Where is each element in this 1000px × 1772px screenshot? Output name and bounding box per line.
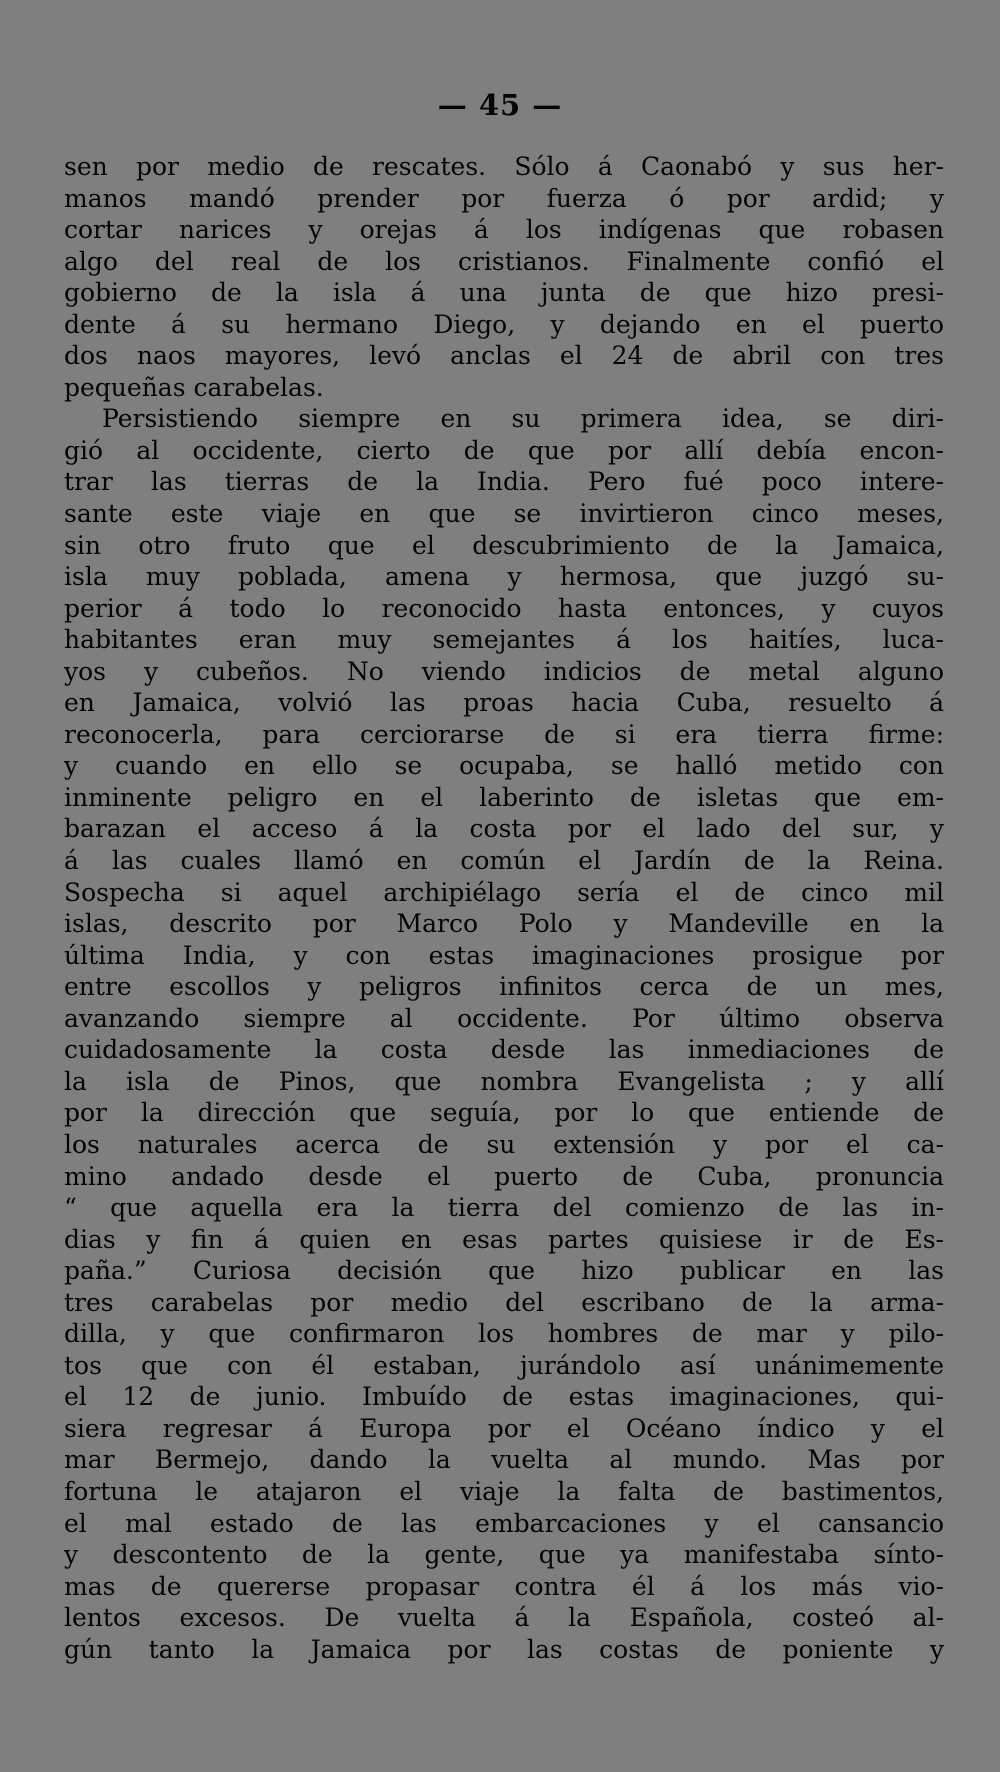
text-line: gobierno de la isla á una junta de que hizo presi- <box>64 278 944 308</box>
text-line: gió al occidente, cierto de que por allí debía encon- <box>64 435 944 465</box>
text-line: gún tanto la Jamaica por las costas de poniente y <box>64 1634 944 1664</box>
text-line: pequeñas carabelas. <box>64 372 324 402</box>
text-line: en Jamaica, volvió las proas hacia Cuba, resuelto á <box>64 688 944 718</box>
text-line: siera regresar á Europa por el Océano índico y el <box>64 1413 944 1443</box>
text-line: mar Bermejo, dando la vuelta al mundo. Mas por <box>64 1445 944 1475</box>
text-line: manos mandó prender por fuerza ó por ardid; y <box>64 183 944 213</box>
text-line: dos naos mayores, levó anclas el 24 de abril con tres <box>64 341 944 371</box>
text-line: los naturales acerca de su extensión y por el ca- <box>64 1129 944 1159</box>
text-line: el 12 de junio. Imbuído de estas imaginaciones, qui- <box>64 1382 944 1412</box>
text-line: cortar narices y orejas á los indígenas que robasen <box>64 215 944 245</box>
paragraph-start-line: Persistiendo siempre en su primera idea, se diri- <box>102 404 944 434</box>
text-line: tres carabelas por medio del escribano de la arma- <box>64 1287 944 1317</box>
text-line: lentos excesos. De vuelta á la Española, costeó al- <box>64 1603 944 1633</box>
text-line: fortuna le atajaron el viaje la falta de bastimentos, <box>64 1476 944 1506</box>
text-line: dilla, y que confirmaron los hombres de mar y pilo- <box>64 1319 944 1349</box>
text-line: mas de quererse propasar contra él á los más vio- <box>64 1571 944 1601</box>
text-line: barazan el acceso á la costa por el lado del sur, y <box>64 814 944 844</box>
text-line: el mal estado de las embarcaciones y el cansancio <box>64 1508 944 1538</box>
text-line: habitantes eran muy semejantes á los haitíes, luca- <box>64 625 944 655</box>
text-line: cuidadosamente la costa desde las inmediaciones de <box>64 1035 944 1065</box>
text-line: dente á su hermano Diego, y dejando en el puerto <box>64 309 944 339</box>
text-line: reconocerla, para cerciorarse de si era tierra firme: <box>64 719 944 749</box>
text-line: y descontento de la gente, que ya manifestaba sínto- <box>64 1540 944 1570</box>
text-line: tos que con él estaban, jurándolo así unánimemente <box>64 1350 944 1380</box>
page-number: — 45 — <box>437 88 563 122</box>
text-line: isla muy poblada, amena y hermosa, que juzgó su- <box>64 562 944 592</box>
text-line: por la dirección que seguía, por lo que entiende de <box>64 1098 944 1128</box>
text-line: Sospecha si aquel archipiélago sería el de cinco mil <box>64 877 944 907</box>
text-line: algo del real de los cristianos. Finalmente confió el <box>64 246 944 276</box>
text-line: yos y cubeños. No viendo indicios de metal alguno <box>64 656 944 686</box>
text-line: última India, y con estas imaginaciones prosigue por <box>64 940 944 970</box>
text-line: trar las tierras de la India. Pero fué poco intere- <box>64 467 944 497</box>
body-text <box>64 151 944 1665</box>
text-line: mino andado desde el puerto de Cuba, pronuncia <box>64 1161 944 1191</box>
text-line: islas, descrito por Marco Polo y Mandeville en la <box>64 909 944 939</box>
text-line: “ que aquella era la tierra del comienzo de las in- <box>64 1193 944 1223</box>
text-line: entre escollos y peligros infinitos cerca de un mes, <box>64 972 944 1002</box>
text-line: dias y fin á quien en esas partes quisiese ir de Es- <box>64 1224 944 1254</box>
text-line: sante este viaje en que se invirtieron cinco meses, <box>64 499 944 529</box>
text-line: perior á todo lo reconocido hasta entonces, y cuyos <box>64 593 944 623</box>
text-line: sin otro fruto que el descubrimiento de la Jamaica, <box>64 530 944 560</box>
text-line: avanzando siempre al occidente. Por último observa <box>64 1003 944 1033</box>
text-line: paña.” Curiosa decisión que hizo publicar en las <box>64 1256 944 1286</box>
text-line: sen por medio de rescates. Sólo á Caonabó y sus her- <box>64 152 944 181</box>
text-line: inminente peligro en el laberinto de isletas que em- <box>64 782 944 812</box>
text-line: y cuando en ello se ocupaba, se halló metido con <box>64 751 944 781</box>
text-line: á las cuales llamó en común el Jardín de la Reina. <box>64 846 944 876</box>
text-line: la isla de Pinos, que nombra Evangelista ; y allí <box>64 1066 944 1096</box>
